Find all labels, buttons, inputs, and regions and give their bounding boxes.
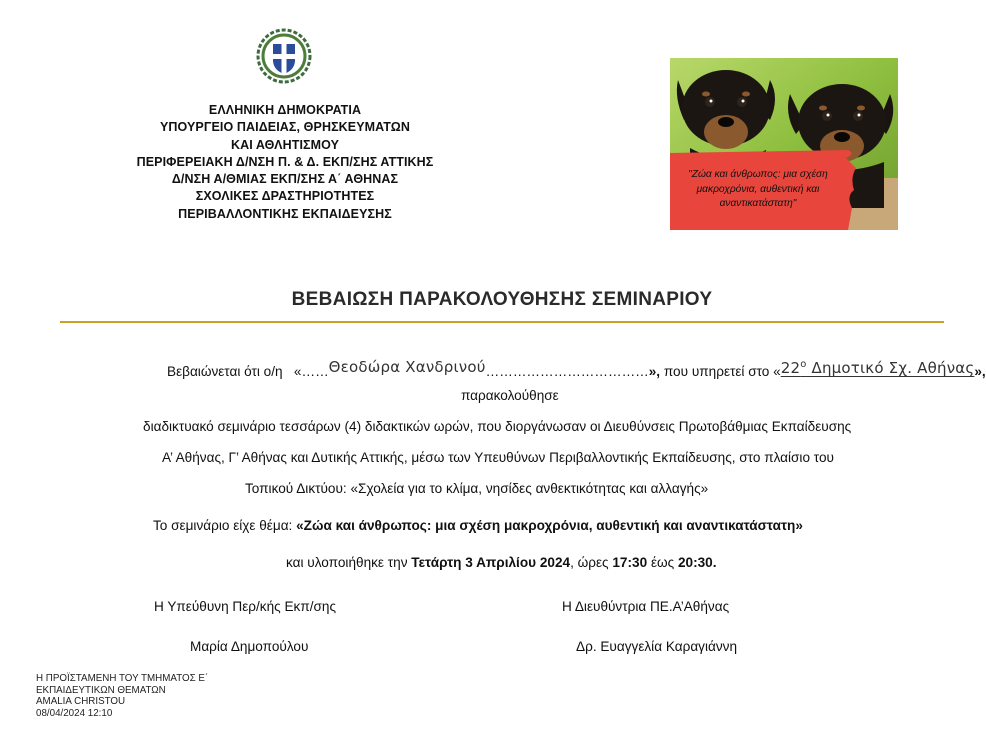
left-signatory-role: Η Υπεύθυνη Περ/κής Εκπ/σης bbox=[154, 599, 337, 614]
seminar-date: Τετάρτη 3 Απριλίου 2024 bbox=[411, 555, 571, 570]
header-line: Δ/ΝΣΗ Α/ΘΜΙΑΣ ΕΚΠ/ΣΗΣ Α΄ ΑΘΗΝΑΣ bbox=[171, 172, 399, 187]
theme-line bbox=[153, 518, 803, 533]
header-line: ΕΛΛΗΝΙΚΗ ΔΗΜΟΚΡΑΤΙΑ bbox=[208, 103, 362, 117]
header-line: ΥΠΟΥΡΓΕΙΟ ΠΑΙΔΕΙΑΣ, ΘΡΗΣΚΕΥΜΑΤΩΝ bbox=[159, 120, 411, 135]
organizers-line: Α’ Αθήνας, Γ’ Αθήνας και Δυτικής Αττικής, μέσω των Υπευθύνων Περιβαλλοντικής Εκπαίδευσης, στο πλαίσιο του bbox=[162, 450, 834, 465]
school-close-quote: », bbox=[974, 364, 986, 379]
stamp-line: Η ΠΡΟΪΣΤΑΜΕΝΗ ΤΟΥ ΤΜΗΜΑΤΟΣ Ε΄ bbox=[36, 673, 209, 684]
title-divider bbox=[60, 321, 944, 323]
serves-at: που υπηρετεί στο bbox=[663, 364, 770, 379]
header-line: ΣΧΟΛΙΚΕΣ ΔΡΑΣΤΗΡΙΟΤΗΤΕΣ bbox=[195, 189, 375, 204]
certification-line bbox=[167, 358, 986, 380]
seminar-theme: «Ζώα και άνθρωπος: μια σχέση μακροχρόνια, αυθεντική και αναντικατάστατη» bbox=[296, 518, 803, 533]
header-line: ΚΑΙ ΑΘΛΗΤΙΣΜΟΥ bbox=[230, 137, 340, 152]
participant-name: Θεοδώρα Χανδρινού bbox=[328, 358, 486, 376]
school-name: $22^o$ Δημοτικό Σχ. Αθήνας bbox=[780, 359, 975, 377]
school-open-quote: « bbox=[773, 364, 781, 379]
digital-signature-stamp bbox=[36, 673, 208, 719]
header-block bbox=[120, 102, 450, 223]
seminar-description-line: διαδικτυακό σεμινάριο τεσσάρων (4) διδακτικών ωρών, που διοργάνωσαν οι Διευθύνσεις Πρωτοβάθμιας Εκπαίδευσης bbox=[143, 419, 852, 434]
hours-prefix: , ώρες bbox=[570, 555, 609, 570]
photo-caption: "Ζώα και άνθρωπος: μια σχέση μακροχρόνια, αυθεντική και αναντικατάστατη" bbox=[688, 169, 828, 209]
dots-before: …… bbox=[301, 364, 329, 379]
cert-prefix: Βεβαιώνεται ότι ο/η bbox=[167, 364, 283, 379]
date-line bbox=[286, 555, 717, 570]
right-signatory-role: Η Διευθύντρια ΠΕ.Α’Αθήνας bbox=[562, 599, 730, 614]
left-signatory-name: Μαρία Δημοπούλου bbox=[190, 639, 309, 654]
puppies-photo bbox=[670, 58, 898, 230]
stamp-line: ΕΚΠΑΙΔΕΥΤΙΚΩΝ ΘΕΜΑΤΩΝ bbox=[36, 684, 166, 696]
network-line: Τοπικού Δικτύου: «Σχολεία για το κλίμα, νησίδες ανθεκτικότητας και αλλαγής» bbox=[245, 481, 709, 496]
right-signatory-name: Δρ. Ευαγγελία Καραγιάννη bbox=[576, 639, 738, 654]
time-separator: έως bbox=[650, 555, 675, 570]
time-to: 20:30. bbox=[677, 555, 717, 570]
header-line: ΠΕΡΙΒΑΛΛΟΝΤΙΚΗΣ ΕΚΠΑΙΔΕΥΣΗΣ bbox=[178, 206, 392, 221]
time-from: 17:30 bbox=[612, 555, 648, 570]
implemented-prefix: και υλοποιήθηκε την bbox=[286, 555, 408, 570]
greek-state-emblem-icon bbox=[256, 28, 312, 84]
attends-line: παρακολούθησε bbox=[461, 388, 559, 403]
open-quote: « bbox=[293, 364, 302, 379]
theme-prefix: Το σεμινάριο είχε θέμα: bbox=[153, 518, 293, 533]
close-quote: », bbox=[648, 364, 661, 379]
header-line: ΠΕΡΙΦΕΡΕΙΑΚΗ Δ/ΝΣΗ Π. & Δ. ΕΚΠ/ΣΗΣ ΑΤΤΙΚΗΣ bbox=[136, 154, 434, 169]
dots-after: ……………………………… bbox=[485, 364, 649, 379]
stamp-line: 08/04/2024 12:10 bbox=[36, 707, 113, 719]
stamp-line: AMALIA CHRISTOU bbox=[36, 696, 126, 708]
certificate-title: ΒΕΒΑΙΩΣΗ ΠΑΡΑΚΟΛΟΥΘΗΣΗΣ ΣΕΜΙΝΑΡΙΟΥ bbox=[291, 289, 713, 310]
